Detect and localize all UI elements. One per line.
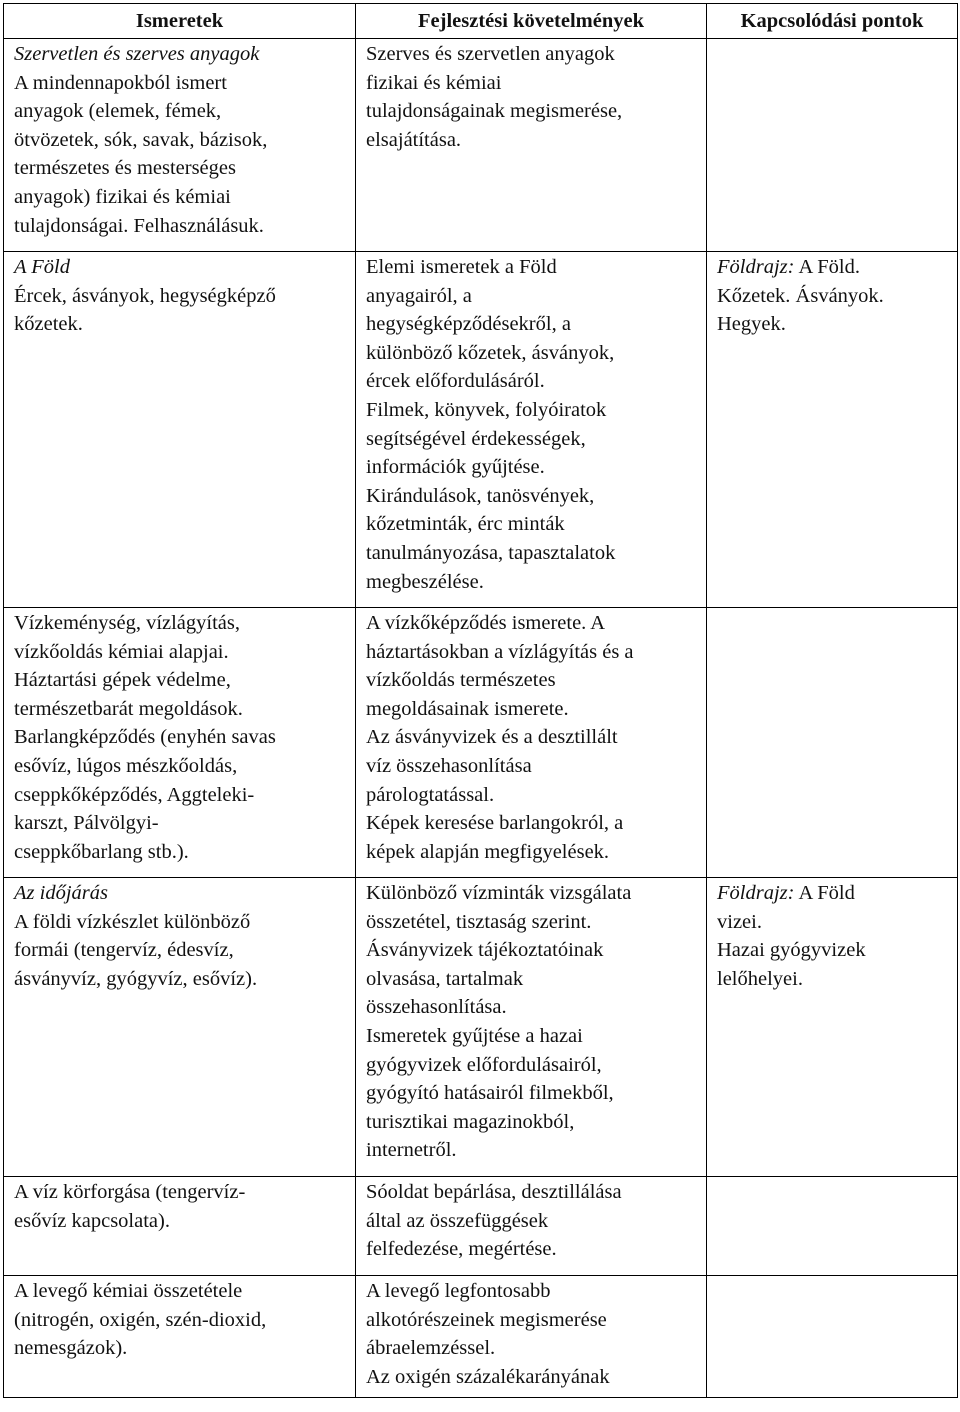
topic-title: A Föld <box>14 256 70 278</box>
table-row <box>4 39 958 252</box>
header-ismeretek: Ismeretek <box>4 4 356 39</box>
topic-title: Az időjárás <box>14 882 108 904</box>
subject-label: Földrajz: <box>717 256 795 278</box>
fejlesztesi-cell <box>356 1177 707 1276</box>
header-row <box>4 4 958 39</box>
header-fejlesztesi: Fejlesztési követelmények <box>356 4 707 39</box>
ismeretek-cell <box>4 39 356 252</box>
fejlesztesi-cell <box>356 608 707 878</box>
curriculum-table <box>3 3 958 1398</box>
connection-text: A Föld. Kőzetek. Ásványok. Hegyek. <box>717 256 884 336</box>
requirement-text: Különböző vízminták vizsgálata összetétel, tisztaság szerint. Ásványvizek tájékoztatóinak olvasása, tartalmak összehasonlítása. Ismeretek gyűjtése a hazai gyógyvizek előfordulásairól, gyógyító hatásairól filmekből, turisztikai magazinokból, internetről. <box>366 882 632 1162</box>
topic-text: A mindennapokból ismert anyagok (elemek, fémek, ötvözetek, sók, savak, bázisok, természetes és mesterséges anyagok) fizikai és kémiai tulajdonságai. Felhasználásuk. <box>14 71 268 237</box>
fejlesztesi-cell <box>356 252 707 608</box>
requirement-text: Sóoldat bepárlása, desztillálása által az összefüggések felfedezése, megértése. <box>366 1181 622 1261</box>
kapcsolodasi-cell <box>707 878 958 1177</box>
ismeretek-cell <box>4 1276 356 1398</box>
kapcsolodasi-cell <box>707 1276 958 1398</box>
fejlesztesi-cell <box>356 39 707 252</box>
table-row <box>4 1276 958 1398</box>
topic-text: A földi vízkészlet különböző formái (tengervíz, édesvíz, ásványvíz, gyógyvíz, esővíz). <box>14 910 258 990</box>
connection-text: A Föld vizei. Hazai gyógyvizek lelőhelyei. <box>717 882 866 990</box>
ismeretek-cell <box>4 1177 356 1276</box>
requirement-text: Szerves és szervetlen anyagok fizikai és kémiai tulajdonságainak megismerése, elsajátítása. <box>366 43 623 151</box>
ismeretek-cell <box>4 878 356 1177</box>
table-row <box>4 252 958 608</box>
kapcsolodasi-cell <box>707 252 958 608</box>
ismeretek-cell <box>4 252 356 608</box>
table-row <box>4 878 958 1177</box>
topic-text: Ércek, ásványok, hegységképző kőzetek. <box>14 284 276 336</box>
topic-text: A levegő kémiai összetétele (nitrogén, oxigén, szén-dioxid, nemesgázok). <box>14 1280 267 1360</box>
kapcsolodasi-cell <box>707 1177 958 1276</box>
subject-label: Földrajz: <box>717 882 795 904</box>
requirement-text: A levegő legfontosabb alkotórészeinek megismerése ábraelemzéssel. Az oxigén százalékarányának <box>366 1280 610 1388</box>
header-kapcsolodasi: Kapcsolódási pontok <box>707 4 958 39</box>
topic-text: A víz körforgása (tengervíz- esővíz kapcsolata). <box>14 1181 246 1232</box>
table-row <box>4 608 958 878</box>
kapcsolodasi-cell <box>707 608 958 878</box>
requirement-text: Elemi ismeretek a Föld anyagairól, a hegységképződésekről, a különböző kőzetek, ásványok, ércek előfordulásáról. Filmek, könyvek, folyóiratok segítségével érdekességek, információk gyűjtése. Kirándulások, tanösvények, kőzetminták, érc minták tanulmányozása, tapasztalatok megbeszélése. <box>366 256 616 593</box>
kapcsolodasi-cell <box>707 39 958 252</box>
topic-title: Szervetlen és szerves anyagok <box>14 43 260 65</box>
fejlesztesi-cell <box>356 878 707 1177</box>
table-row <box>4 1177 958 1276</box>
requirement-text: A vízkőképződés ismerete. A háztartásokban a vízlágyítás és a vízkőoldás természetes megoldásainak ismerete. Az ásványvizek és a desztillált víz összehasonlítása párologtatással. Képek keresése barlangokról, a képek alapján megfigyelések. <box>366 612 634 863</box>
topic-text: Vízkeménység, vízlágyítás, vízkőoldás kémiai alapjai. Háztartási gépek védelme, természetbarát megoldások. Barlangképződés (enyhén savas esővíz, lúgos mészkőoldás, cseppkőképződés, Aggteleki- karszt, Pálvölgyi- cseppkőbarlang stb.). <box>14 612 276 863</box>
ismeretek-cell <box>4 608 356 878</box>
fejlesztesi-cell <box>356 1276 707 1398</box>
